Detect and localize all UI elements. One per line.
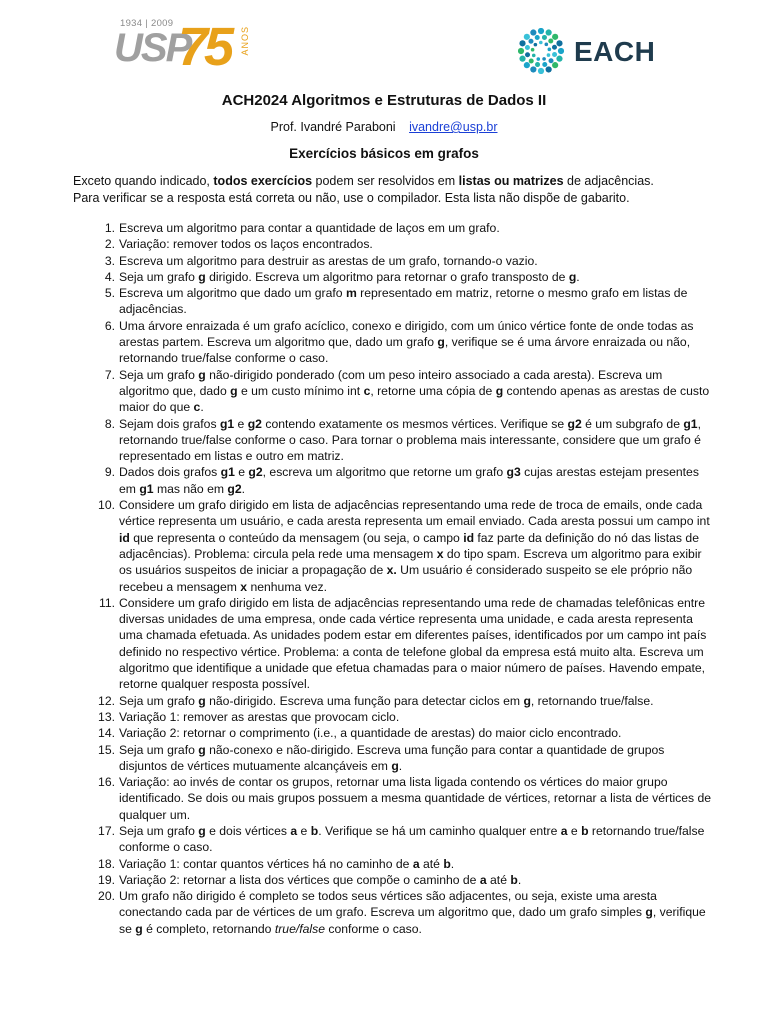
text-run: representado em matriz, retorne o mesmo grafo em listas de adjacências. [119, 286, 688, 317]
each-ring-dot [531, 48, 535, 52]
exercise-number: 15. [98, 742, 115, 757]
intro-paragraph [73, 173, 713, 207]
exercise-number: 4. [104, 269, 115, 284]
bold-term: a [479, 872, 487, 887]
text-run: Considere um grafo dirigido em lista de adjacências representando uma rede de chamadas telefônicas entre diversas unidades de uma empresa, onde cada vértice representa uma unidade, e cada aresta representa uma chamada efetuada. As unidades podem estar em diferentes países, identificados por um campo int país definido no respectivo vértice. Problema: a conta de telefone global da empresa está muito alta. Escreva um algoritmo que identifique a unidade que efetua chamadas para o maior número de países. Havendo empate, retorne qualquer resposta possível. [119, 595, 707, 692]
text-run: Escreva um algoritmo que dado um grafo [119, 286, 346, 301]
text-run: Seja um grafo [119, 693, 199, 708]
text-run: e [234, 465, 249, 480]
text-run: . [450, 856, 455, 871]
exercise-text [119, 417, 701, 464]
bold-term: x. [386, 563, 397, 578]
text-run: que representa o conteúdo da mensagem (ou seja, o campo [129, 530, 464, 545]
exercise-text [119, 270, 580, 284]
exercise-item [73, 595, 713, 693]
text-run: Seja um grafo [119, 823, 199, 838]
exercise-text [119, 694, 654, 708]
professor-email-link[interactable]: ivandre@usp.br [409, 120, 498, 134]
usp-75-anos-logo [114, 18, 274, 78]
text-run: . [398, 758, 403, 773]
text-run: é um subgrafo de [581, 416, 684, 431]
document-subtitle: Exercícios básicos em grafos [289, 146, 479, 161]
text-run: de adjacências. [563, 174, 654, 188]
intro-line [73, 190, 713, 207]
each-ring-dot [549, 58, 554, 63]
exercise-item [73, 709, 713, 725]
exercise-item [73, 823, 713, 856]
each-ring-dot [546, 66, 552, 72]
each-ring-dot [542, 57, 546, 61]
intro-line [73, 173, 713, 190]
each-ring-dot [545, 43, 549, 47]
exercise-text [119, 254, 538, 268]
bold-term: a [560, 823, 568, 838]
text-run: e [297, 823, 311, 838]
text-run: , verifique se [119, 905, 706, 936]
each-ring-dot [532, 54, 536, 58]
text-run: cujas arestas estejam presentes em [119, 465, 699, 496]
each-ring-dot [530, 29, 536, 35]
each-ring-dot [534, 43, 538, 47]
text-run: Variação: remover todos os laços encontrados. [119, 237, 373, 252]
text-run: Considere um grafo dirigido em lista de adjacências representando uma rede de troca de emails, onde cada vértice representa um usuário, e cada aresta representa um email enviado. Cada aresta possui um campo int [119, 498, 710, 529]
bold-term: g [198, 269, 206, 284]
exercise-text [119, 368, 709, 415]
text-run: Seja um grafo [119, 269, 199, 284]
exercise-text [119, 237, 373, 251]
exercise-list [73, 220, 713, 937]
each-ring-dot [547, 53, 551, 57]
text-run: e dois vértices [205, 823, 291, 838]
each-ring-dot [552, 62, 558, 68]
professor-name: Prof. Ivandré Paraboni [270, 120, 396, 134]
bold-term: c [363, 383, 371, 398]
exercise-text [119, 498, 710, 593]
text-run: Variação 2: retornar a lista dos vértices que compõe o caminho de [119, 872, 480, 887]
exercise-text [119, 465, 699, 495]
each-ring-dot [525, 52, 530, 57]
exercise-number: 9. [104, 465, 115, 480]
bold-term: g [523, 693, 531, 708]
text-run: até [486, 872, 511, 887]
text-run: , escreva um algoritmo que retorne um grafo [262, 465, 507, 480]
each-ring-dot [518, 48, 524, 54]
exercise-item [73, 367, 713, 416]
each-ring-dot [552, 34, 558, 40]
bold-term: g [568, 269, 577, 284]
exercise-item [73, 693, 713, 709]
exercise-text [119, 286, 687, 316]
text-run: Uma árvore enraizada é um grafo acíclico, conexo e dirigido, com um único vértice fonte de onde todas as arestas partem. Escreva um algoritmo que, dado um grafo [119, 318, 694, 350]
exercise-text [119, 596, 706, 691]
text-run: contendo apenas as arestas de custo maior do que [119, 383, 710, 415]
text-run: Para verificar se a resposta está correta ou não, use o compilador. Esta lista não dispõe de gabarito. [73, 191, 630, 205]
exercise-item [73, 416, 713, 465]
text-run: Seja um grafo [119, 367, 199, 382]
each-ring-dot [548, 48, 552, 52]
text-run: nenhuma vez. [247, 579, 328, 594]
exercise-item [73, 285, 713, 318]
text-run: mas não em [153, 481, 228, 496]
each-ring-dot [528, 39, 533, 44]
bold-term: b [443, 856, 451, 871]
text-run: , retorne uma cópia de [370, 383, 496, 398]
bold-term: g2 [248, 465, 263, 480]
each-ring-dot [558, 48, 564, 54]
exercise-text [119, 889, 706, 936]
each-ring-dot [519, 56, 525, 62]
text-run: e um custo mínimo int [237, 383, 364, 398]
bold-term: g [198, 367, 206, 382]
each-ring-dot [530, 66, 536, 72]
exercise-number: 5. [104, 286, 115, 301]
exercise-item [73, 236, 713, 252]
bold-term: g [198, 742, 206, 757]
exercise-item [73, 464, 713, 497]
exercise-number: 1. [104, 221, 115, 235]
each-ring-dot [546, 29, 552, 35]
each-ring-dot [524, 34, 530, 40]
bold-term: g [645, 905, 653, 920]
exercise-number: 12. [98, 693, 115, 708]
bold-term: g [230, 383, 238, 398]
each-ring-dot [542, 62, 547, 67]
exercise-item [73, 725, 713, 741]
bold-term: x [240, 579, 248, 594]
exercise-number: 17. [98, 823, 115, 838]
exercise-number: 13. [98, 709, 115, 724]
bold-term: g [135, 921, 143, 936]
bold-term: a [290, 823, 298, 838]
text-run: Variação 2: retornar o comprimento (i.e., a quantidade de arestas) do maior ciclo encontrado. [119, 726, 622, 741]
exercise-item [73, 253, 713, 269]
exercise-number: 18. [98, 856, 115, 871]
each-logo [518, 28, 668, 74]
each-ring-dot [536, 57, 540, 61]
text-run: Seja um grafo [119, 742, 199, 757]
text-run: Exceto quando indicado, [73, 174, 214, 188]
each-ring-dot [539, 41, 543, 45]
text-run: Um usuário é considerado suspeito se ele próprio não recebeu a mensagem [119, 563, 693, 594]
text-run: Variação 1: remover as arestas que provocam ciclo. [119, 709, 400, 724]
text-run: . [241, 481, 246, 496]
bold-term: g [495, 383, 504, 398]
text-run: Escreva um algoritmo para contar a quantidade de laços em um grafo. [119, 221, 500, 235]
each-ring-dot [529, 59, 534, 64]
text-run: não-dirigido ponderado (com um peso inteiro associado a cada aresta). Escreva um algoritmo que, dado [119, 367, 663, 398]
exercise-number: 6. [104, 318, 115, 333]
bold-term: id [119, 530, 130, 545]
text-run: Dados dois grafos [119, 465, 221, 480]
text-run: , retornando true/false conforme o caso. Para tornar o problema mais interessante, considere que um grafo é representado em listas e outro em matriz. [119, 416, 701, 464]
text-run: . Verifique se há um caminho qualquer entre [318, 823, 561, 838]
exercise-number: 14. [98, 726, 115, 741]
text-run: . [200, 400, 204, 415]
exercise-number: 20. [98, 889, 115, 904]
text-run: podem ser resolvidos em [312, 174, 459, 188]
each-ring-dot [524, 62, 530, 68]
text-run: . [576, 269, 580, 284]
exercise-text [119, 775, 711, 822]
exercise-number: 11. [98, 595, 115, 610]
each-ring-dot [548, 38, 553, 43]
each-ring-dot [535, 62, 540, 67]
bold-term: c [193, 400, 201, 415]
bold-term: listas ou matrizes [458, 174, 564, 188]
usp-logo-anos: ANOS [240, 26, 250, 56]
exercise-text [119, 873, 521, 887]
bold-term: id [463, 530, 475, 545]
exercise-item [73, 318, 713, 367]
bold-term: m [345, 286, 357, 301]
text-run: Um grafo não dirigido é completo se todos seus vértices são adjacentes, ou seja, existe uma aresta conectando cada par de vértices de um grafo. Escreva um algoritmo que, dado um grafo simples [119, 889, 657, 920]
bold-term: g2 [227, 481, 242, 496]
bold-term: g2 [247, 416, 262, 431]
bold-term: g1 [139, 481, 154, 496]
usp-logo-75: 75 [178, 17, 231, 77]
text-run: é completo, retornando [142, 921, 275, 936]
text-run: contendo exatamente os mesmos vértices. Verifique se [261, 416, 568, 431]
text-run: e [567, 823, 582, 838]
bold-term: g [437, 335, 445, 350]
exercise-number: 2. [104, 237, 115, 252]
exercise-item [73, 269, 713, 285]
exercise-text [119, 857, 454, 871]
bold-term: b [310, 823, 319, 838]
text-run: não-conexo e não-dirigido. Escreva uma função para contar a quantidade de grupos disjuntos de vértices mutuamente alcançáveis em [119, 742, 665, 773]
bold-term: g1 [683, 416, 698, 431]
text-run: Variação 1: contar quantos vértices há no caminho de [119, 856, 413, 871]
usp-logo-years: 1934 | 2009 [120, 18, 174, 29]
exercise-text [119, 824, 704, 854]
bold-term: b [510, 872, 518, 887]
bold-term: g [198, 693, 206, 708]
text-run: faz parte da definição do nó das listas de adjacências). Problema: circula pela rede uma mensagem [119, 530, 699, 561]
text-run: . [517, 872, 522, 887]
text-run: Sejam dois grafos [119, 416, 220, 431]
each-ring-dot [535, 35, 540, 40]
exercise-text [119, 319, 693, 366]
exercise-text [119, 743, 664, 773]
exercise-number: 8. [104, 416, 115, 431]
exercise-item [73, 888, 713, 937]
exercise-item [73, 856, 713, 872]
exercise-item [73, 774, 713, 823]
text-run: e [234, 416, 248, 431]
exercise-item [73, 497, 713, 595]
bold-term: x [436, 546, 444, 561]
exercise-text [119, 710, 399, 724]
bold-term: g [391, 758, 399, 773]
exercise-number: 7. [104, 367, 115, 382]
bold-term: a [412, 856, 420, 871]
professor-line [0, 120, 768, 134]
bold-term: todos exercícios [213, 174, 313, 188]
each-ring-dot [538, 28, 544, 34]
text-run: Variação: ao invés de contar os grupos, retornar uma lista ligada contendo os vértices do maior grupo identificado. Se dois ou mais grupos possuem a mesma quantidade de vértices, retornar a lista de vértices de qualquer um. [119, 775, 712, 822]
bold-term: g2 [567, 416, 582, 431]
exercise-item [73, 220, 713, 236]
italic-term: true/false [274, 921, 325, 936]
text-run: , retornando true/false. [530, 693, 654, 708]
each-ring-dot [552, 45, 557, 50]
bold-term: g [198, 823, 206, 838]
bold-term: b [581, 823, 589, 838]
each-ring-dot [538, 68, 544, 74]
exercise-number: 19. [98, 872, 115, 887]
bold-term: g1 [219, 416, 235, 431]
each-ring-dot [552, 52, 557, 57]
exercise-number: 3. [104, 253, 115, 268]
text-run: dirigido. Escreva um algoritmo para retornar o grafo transposto de [205, 269, 569, 284]
course-title: ACH2024 Algoritmos e Estruturas de Dados II [221, 92, 547, 109]
text-run: até [419, 856, 444, 871]
bold-term: g3 [506, 465, 521, 480]
each-logo-word: EACH [574, 36, 656, 67]
exercise-number: 10. [98, 498, 115, 513]
text-run: conforme o caso. [324, 921, 422, 936]
text-run: retornando true/false conforme o caso. [119, 823, 705, 855]
each-ring-dot [556, 56, 562, 62]
each-ring-dot [519, 40, 525, 46]
exercise-item [73, 872, 713, 888]
bold-term: g1 [220, 465, 235, 480]
exercise-text [119, 726, 621, 740]
each-ring-dot [542, 35, 547, 40]
text-run: Escreva um algoritmo para destruir as arestas de um grafo, tornando-o vazio. [119, 253, 538, 268]
exercise-number: 16. [98, 775, 115, 790]
each-ring-icon [518, 28, 564, 74]
exercise-text [119, 221, 500, 235]
text-run: , verifique se é uma árvore enraizada ou não, retornando true/false conforme o caso. [119, 335, 691, 366]
text-run: não-dirigido. Escreva uma função para detectar ciclos em [205, 693, 524, 708]
each-ring-dot [525, 45, 530, 50]
text-run: do tipo spam. Escreva um algoritmo para exibir os usuários suspeitos de iniciar a propagação de [119, 546, 702, 578]
each-ring-dot [556, 40, 562, 46]
usp-logo-word: USP [114, 26, 191, 70]
exercise-item [73, 742, 713, 775]
